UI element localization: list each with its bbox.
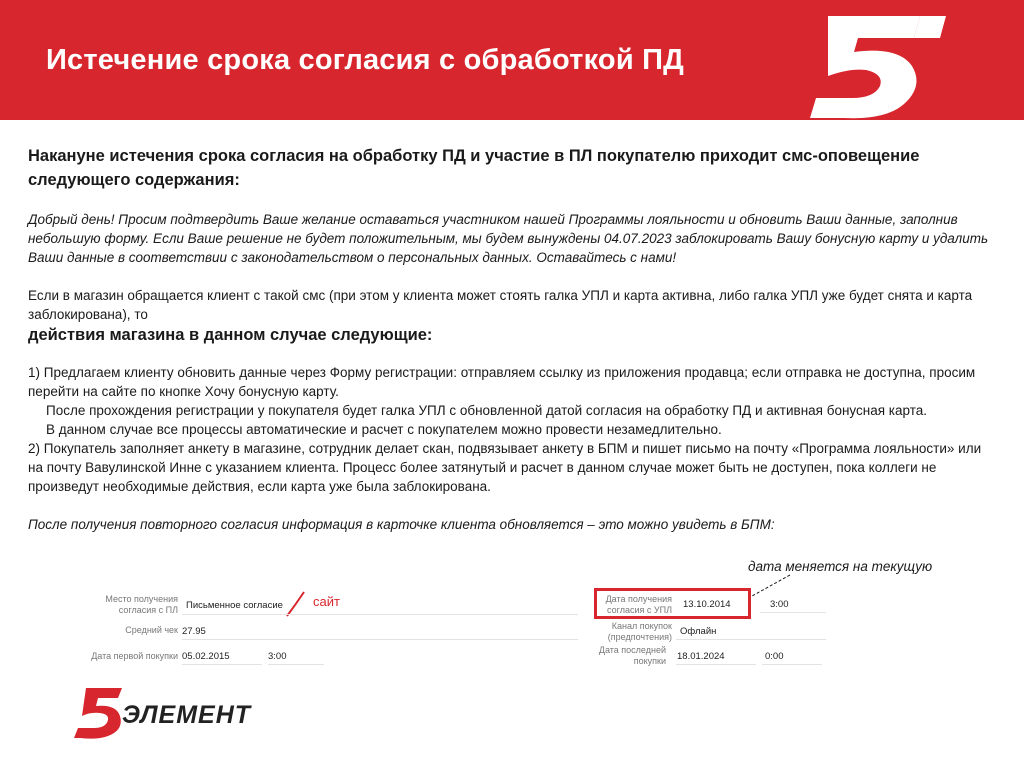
- crm-place-label: Место получения согласия с ПЛ: [105, 594, 178, 615]
- page-title: Истечение срока согласия с обработкой ПД: [46, 44, 685, 76]
- crm-divider: [182, 614, 578, 615]
- crm-divider: [182, 664, 262, 665]
- annotation-label: дата меняется на текущую: [748, 559, 933, 574]
- crm-divider: [676, 664, 756, 665]
- red-pen-mark-icon: [287, 592, 304, 616]
- crm-avg-check-label: Средний чек: [125, 625, 178, 635]
- highlight-box: [594, 588, 751, 619]
- crm-avg-check-value: 27.95: [182, 626, 206, 637]
- crm-place-value: Письменное согласие: [186, 600, 283, 611]
- crm-first-purchase-date: 05.02.2015: [182, 651, 230, 662]
- crm-first-purchase-time: 3:00: [268, 651, 287, 662]
- crm-consent-time: 3:00: [770, 599, 789, 610]
- crm-divider: [268, 664, 324, 665]
- site-note: сайт: [313, 594, 340, 609]
- sms-text: Добрый день! Просим подтвердить Ваше желание оставаться участником нашей Программы лояльности и обновить Ваши данные, заполнив небольшую форму. Если Ваше решение не будет положительным, мы будем вынуждены 04.07.2023 заблокировать Вашу бонусную карту и удалить Ваши данные в соответствии с законодательством о персональных данных. Оставайтесь с нами!: [28, 212, 989, 265]
- main-content: [28, 144, 994, 534]
- crm-first-purchase-label: Дата первой покупки: [91, 651, 178, 661]
- crm-divider: [760, 612, 826, 613]
- header-banner: [0, 0, 1024, 120]
- footer-logo-text: ЭЛЕМЕНТ: [122, 701, 252, 729]
- crm-last-purchase-date: 18.01.2024: [677, 651, 725, 662]
- crm-last-purchase-label: Дата последней покупки: [598, 645, 666, 666]
- step-1-text: 1) Предлагаем клиенту обновить данные через Форму регистрации: отправляем ссылку из приложения продавца; если отправка не доступна, просим перейти на сайте по кнопке Хочу бонусную карту.: [28, 365, 976, 399]
- after-consent-text: После получения повторного согласия информация в карточке клиента обновляется – это можно увидеть в БПМ:: [28, 517, 775, 532]
- step-1-note-a: После прохождения регистрации у покупателя будет галка УПЛ с обновленной датой согласия на обработку ПД и активная бонусная карта.: [46, 403, 928, 418]
- step-1-note-b: В данном случае все процессы автоматические и расчет с покупателем можно провести незамедлительно.: [46, 422, 722, 437]
- five-logo-icon: [800, 0, 950, 120]
- intro-heading: Накануне истечения срока согласия на обработку ПД и участие в ПЛ покупателю приходит смс-оповещение следующего содержания:: [28, 147, 920, 189]
- client-case-text: Если в магазин обращается клиент с такой смс (при этом у клиента может стоять галка УПЛ и карта активна, либо галка УПЛ уже будет снята и карта заблокирована), то: [28, 288, 973, 322]
- crm-divider: [762, 664, 822, 665]
- annotation-arrow-icon: [752, 575, 790, 596]
- crm-divider: [182, 639, 578, 640]
- step-2-text: 2) Покупатель заполняет анкету в магазине, сотрудник делает скан, подвязывает анкету в БПМ и пишет письмо на почту «Программа лояльности» или на почту Вавулинской Инне с указанием клиента. Процесс более затянутый и расчет в данном случае может быть не доступен, пока коллеги не произведут необходимые действия, если карта уже была заблокирована.: [28, 441, 982, 494]
- crm-last-purchase-time: 0:00: [765, 651, 784, 662]
- crm-consent-date: 13.10.2014: [683, 599, 731, 610]
- crm-consent-date-label: Дата получения согласия с УПЛ: [605, 594, 672, 615]
- actions-heading: действия магазина в данном случае следующие:: [28, 326, 433, 344]
- crm-channel-value: Офлайн: [680, 626, 717, 637]
- crm-divider: [676, 639, 826, 640]
- crm-channel-label: Канал покупок (предпочтения): [607, 621, 672, 642]
